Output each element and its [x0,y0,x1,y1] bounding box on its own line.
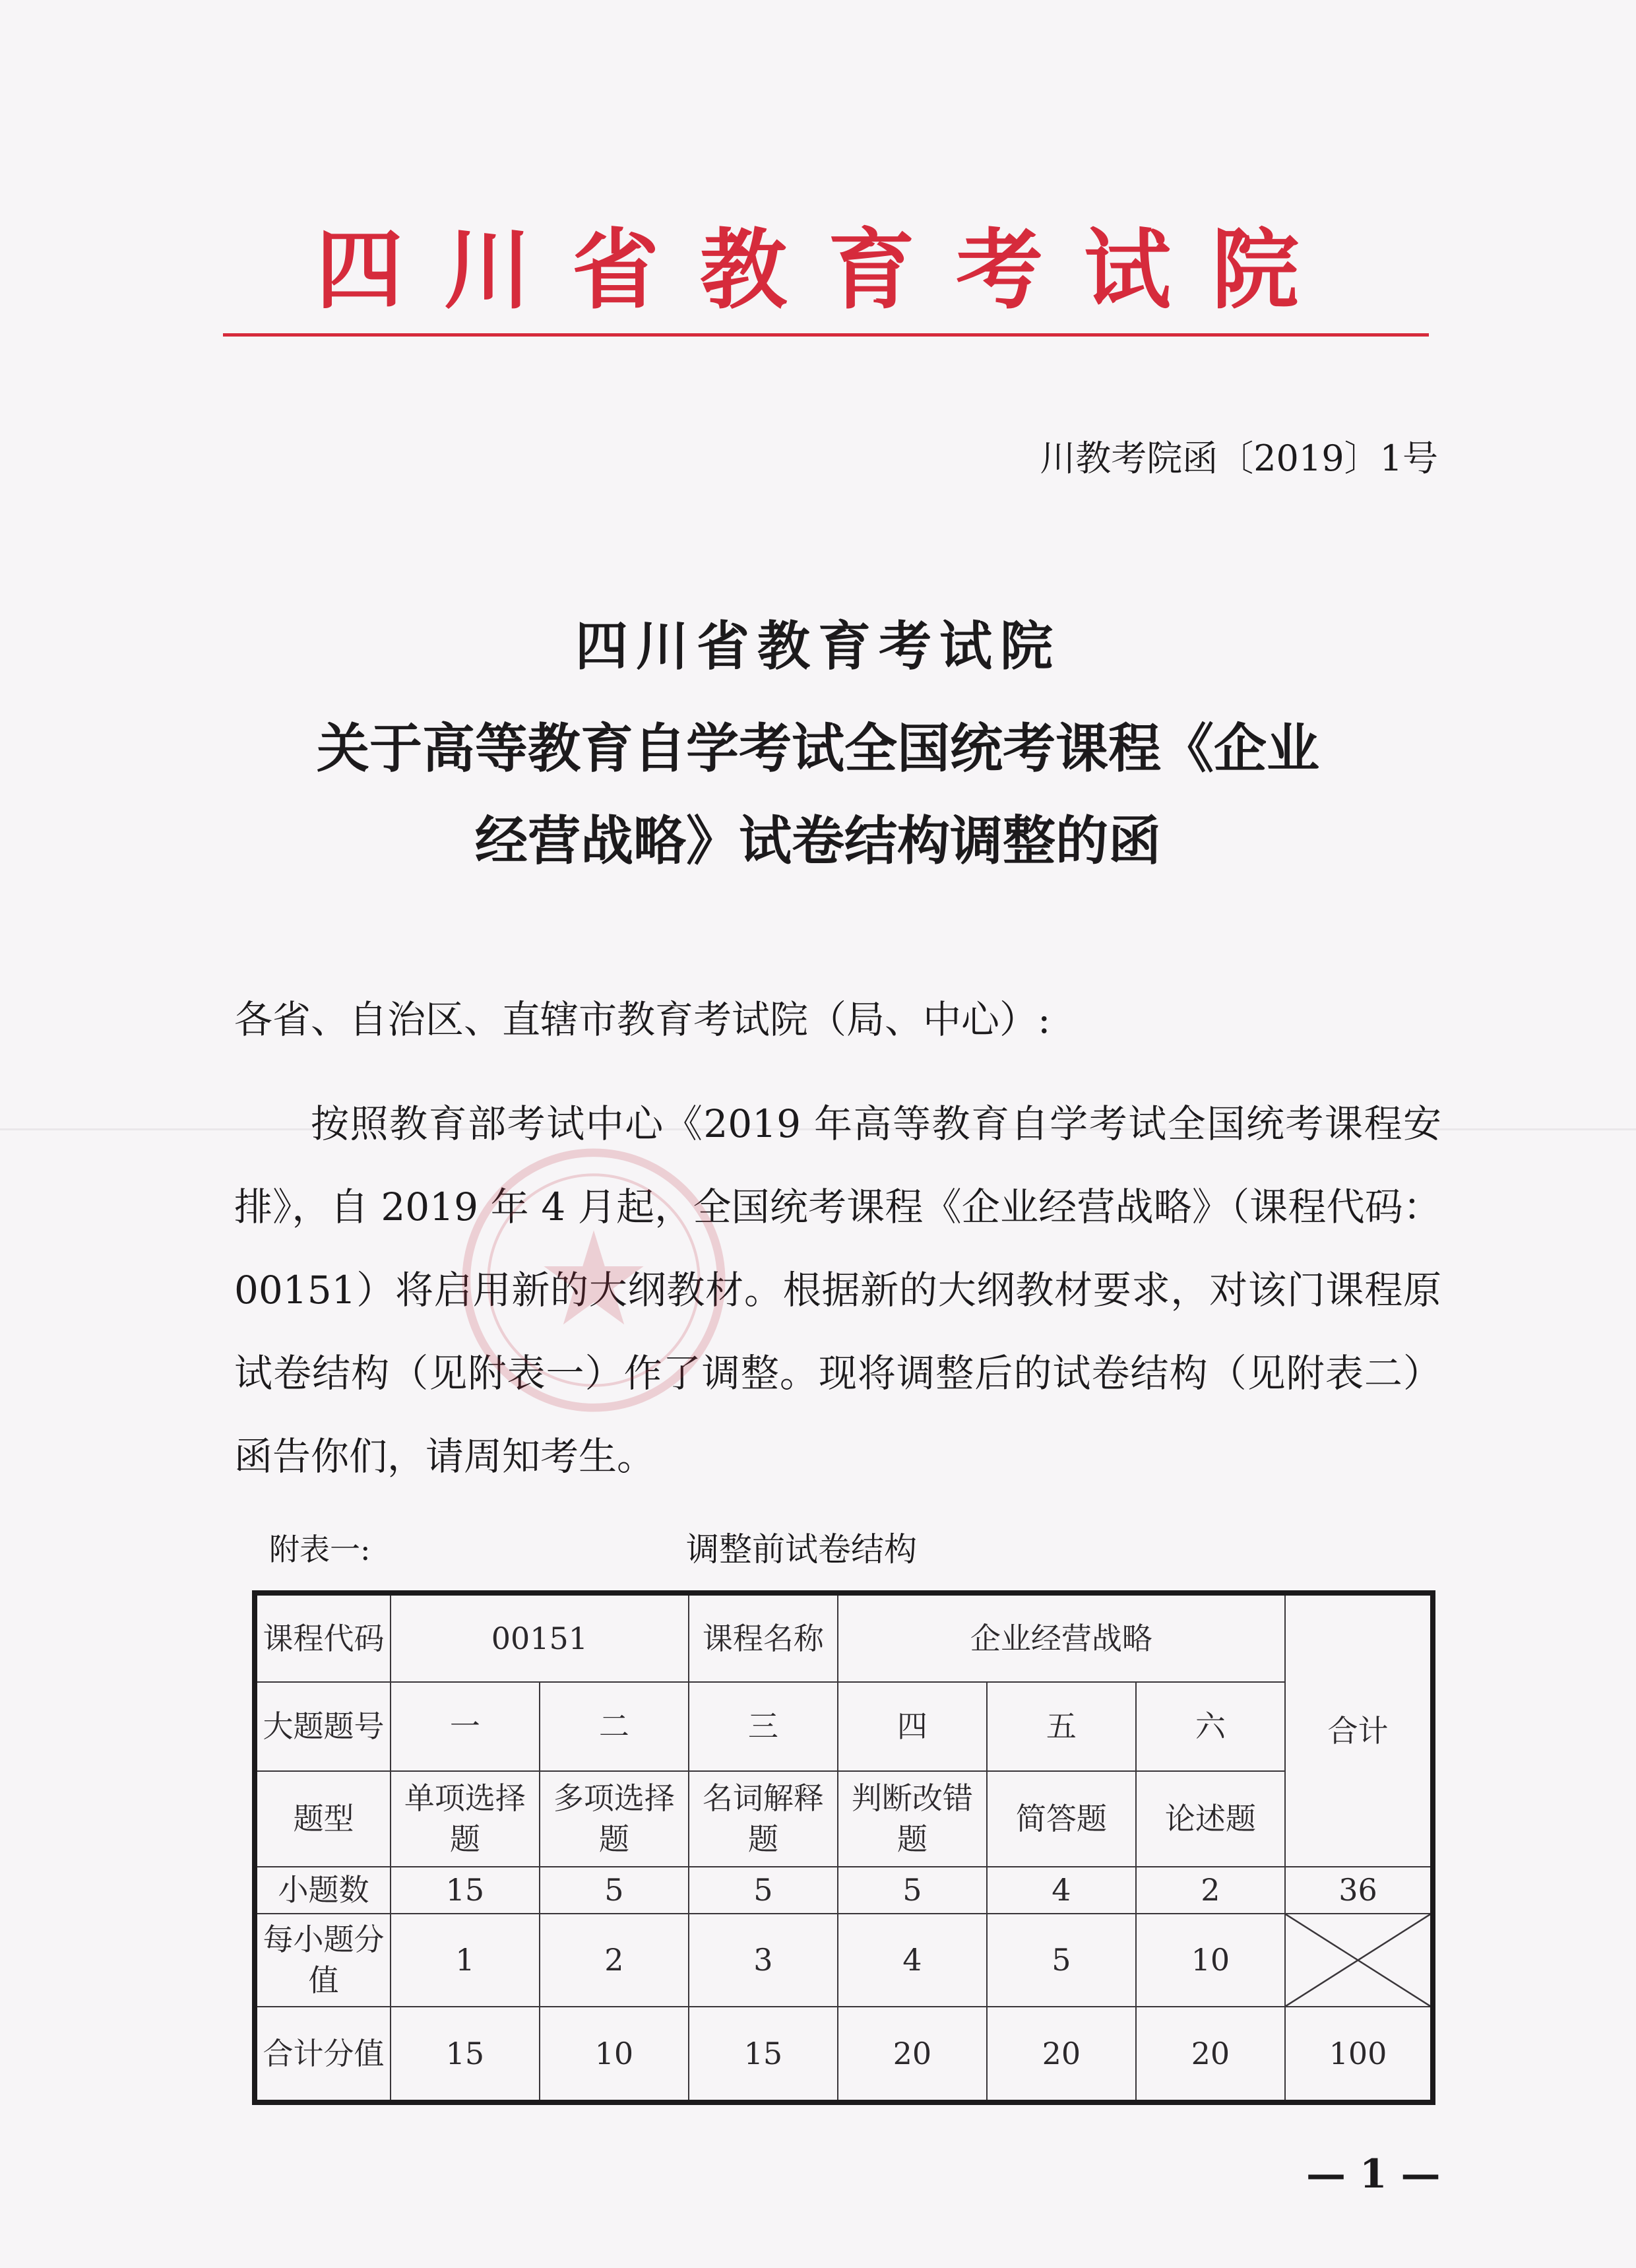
question-count: 15 [391,1867,540,1914]
per-score: 4 [838,1914,987,2007]
question-type: 论述题 [1136,1771,1285,1867]
table-row [255,1682,1433,1771]
question-type: 名词解释题 [689,1771,838,1867]
table-row [255,1771,1433,1867]
table-row [255,1593,1433,1682]
course-name-value: 企业经营战略 [838,1593,1285,1682]
letterhead-title: 四川省教育考试院 [316,220,1340,321]
course-name-label: 课程名称 [689,1593,838,1682]
cross-out-icon [1286,1914,1430,2006]
section-number: 五 [987,1682,1136,1771]
type-label: 题型 [255,1771,391,1867]
section-number: 六 [1136,1682,1285,1771]
sum-score-label: 合计分值 [255,2007,391,2102]
per-score-label: 每小题分值 [255,1914,391,2007]
per-score: 2 [540,1914,689,2007]
question-type: 多项选择题 [540,1771,689,1867]
section-number: 一 [391,1682,540,1771]
sum-score-total: 100 [1285,2007,1433,2102]
per-score: 3 [689,1914,838,2007]
official-seal-icon [455,1142,732,1419]
exam-structure-table [252,1590,1435,2105]
letterhead-divider [223,333,1429,337]
question-type: 简答题 [987,1771,1136,1867]
question-count: 5 [838,1867,987,1914]
question-count-total: 36 [1285,1867,1433,1914]
per-score: 5 [987,1914,1136,2007]
body-paragraph: 按照教育部考试中心《2019 年高等教育自学考试全国统考课程安排》，自 2019 年 4 月起，全国统考课程《企业经营战略》（课程代码：00151）将启用新的大纲教材。根据新的大纲教材要求，对该门课程原试卷结构（见附表一）作了调整。现将调整后的试卷结构（见附表二）函告你们，请周知考生。 [234,1101,1441,1479]
page-number: — 1 — [1306,2151,1441,2197]
document-number: 川教考院函〔2019〕1号 [1040,437,1438,479]
table-row [255,1914,1433,2007]
table-row [255,1867,1433,1914]
question-type: 判断改错题 [838,1771,987,1867]
question-type: 单项选择题 [391,1771,540,1867]
per-score: 10 [1136,1914,1285,2007]
sum-score: 10 [540,2007,689,2102]
course-code-label: 课程代码 [255,1593,391,1682]
count-label: 小题数 [255,1867,391,1914]
sum-score: 20 [987,2007,1136,2102]
question-count: 5 [540,1867,689,1914]
salutation: 各省、自治区、直辖市教育考试院（局、中心）: [234,997,1051,1042]
sum-score: 20 [838,2007,987,2102]
number-label: 大题题号 [255,1682,391,1771]
question-count: 4 [987,1867,1136,1914]
doc-title-line-1: 四川省教育考试院 [575,616,1061,677]
total-label: 合计 [1285,1593,1433,1867]
section-number: 二 [540,1682,689,1771]
sum-score: 20 [1136,2007,1285,2102]
doc-title-line-2: 关于高等教育自学考试全国统考课程《企业 [317,718,1319,779]
sum-score: 15 [391,2007,540,2102]
question-count: 2 [1136,1867,1285,1914]
per-score: 1 [391,1914,540,2007]
doc-title-line-3: 经营战略》试卷结构调整的函 [475,810,1161,872]
sum-score: 15 [689,2007,838,2102]
section-number: 四 [838,1682,987,1771]
section-number: 三 [689,1682,838,1771]
table-label: 附表一: [269,1532,371,1567]
table-row [255,2007,1433,2102]
crossed-out-cell [1285,1914,1433,2007]
course-code-value: 00151 [391,1593,689,1682]
question-count: 5 [689,1867,838,1914]
table-caption: 调整前试卷结构 [686,1530,917,1569]
